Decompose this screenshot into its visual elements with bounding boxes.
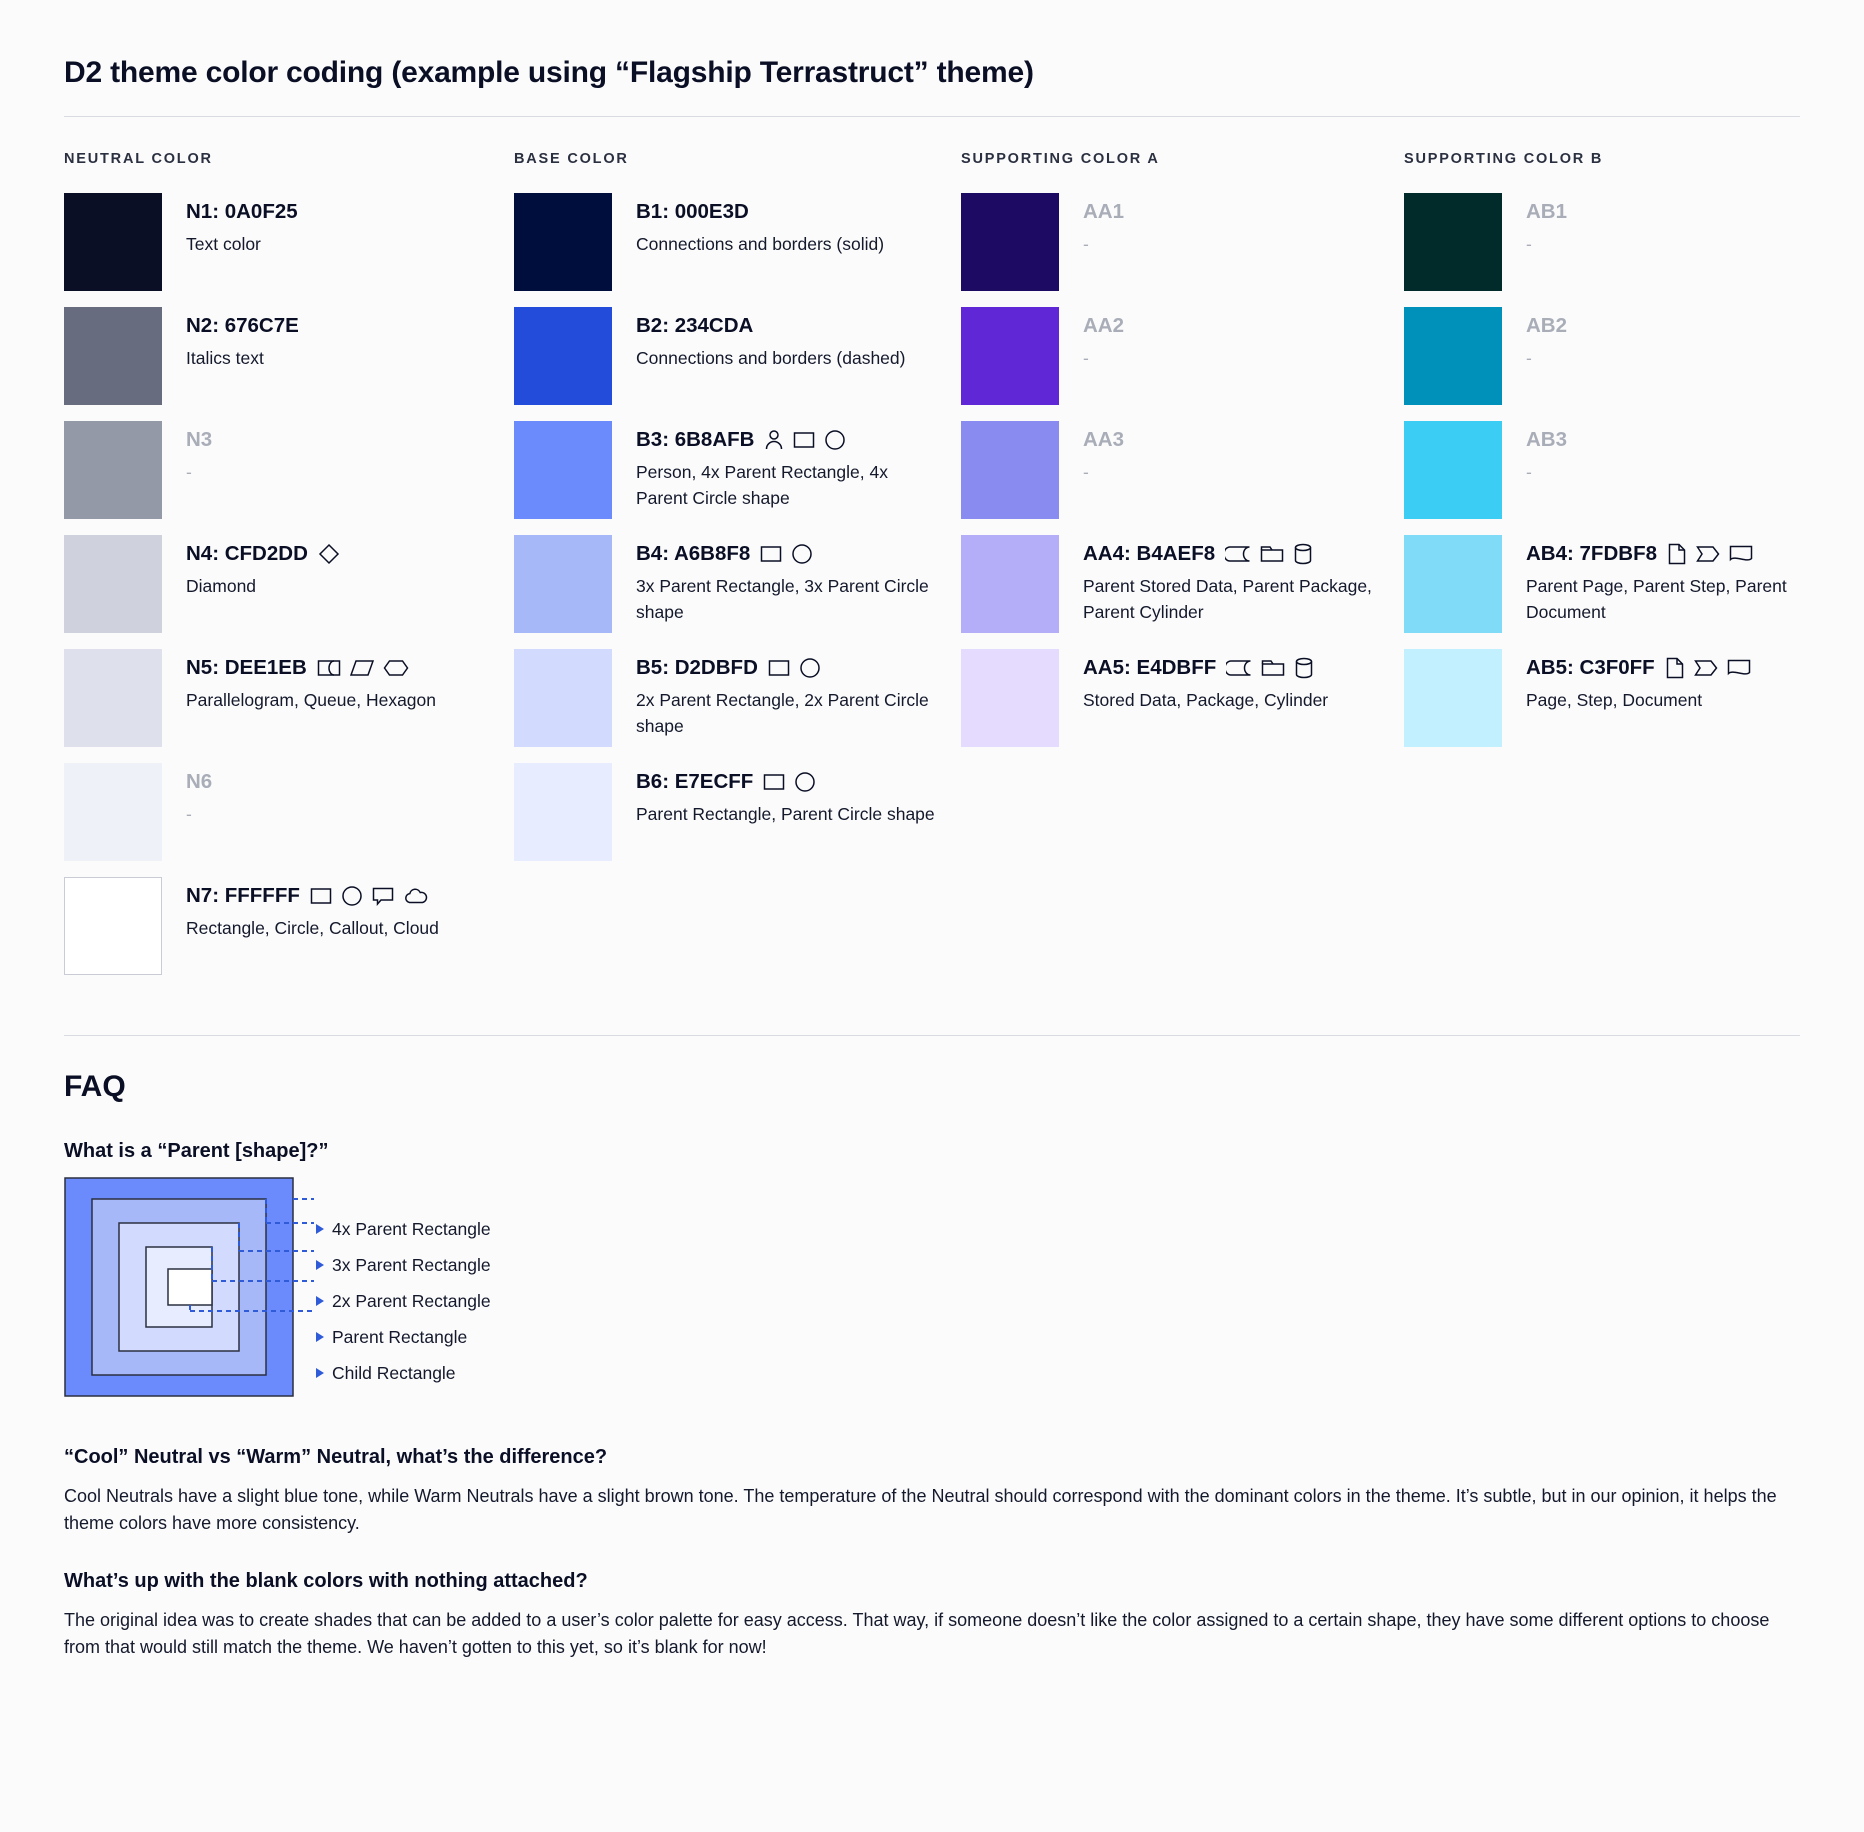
color-code-text: N7: FFFFFF — [186, 884, 300, 907]
color-row-text — [1059, 535, 1383, 625]
document-icon — [1727, 658, 1751, 678]
shape-icon-group — [317, 658, 409, 678]
column-rows — [961, 193, 1404, 747]
shape-icon-group — [1226, 657, 1314, 679]
nesting-svg — [64, 1177, 534, 1397]
document-icon — [1729, 544, 1753, 564]
faq-item-parent-shape — [64, 1140, 1800, 1402]
color-usage-description: Person, 4x Parent Rectangle, 4x Parent Circle shape — [636, 461, 888, 508]
package-icon — [1261, 658, 1285, 678]
color-code-label — [1083, 427, 1124, 453]
column-rows — [514, 193, 961, 861]
color-usage-description: - — [1526, 347, 1532, 368]
color-code-text: AB3 — [1526, 428, 1568, 451]
color-usage-description: Stored Data, Package, Cylinder — [1083, 689, 1329, 710]
cylinder-icon — [1294, 657, 1314, 679]
color-row-text — [612, 763, 935, 827]
color-swatch — [64, 877, 162, 975]
shape-icon-group — [1665, 657, 1751, 679]
color-swatch — [64, 649, 162, 747]
cloud-icon — [403, 886, 429, 906]
parallelogram-icon — [350, 658, 374, 678]
shape-icon-group — [310, 885, 429, 907]
color-usage-description: - — [1526, 233, 1532, 254]
color-row — [961, 307, 1404, 405]
color-usage-description: - — [1083, 347, 1089, 368]
color-usage-description: Parent Rectangle, Parent Circle shape — [636, 803, 935, 824]
color-swatch — [64, 193, 162, 291]
color-row — [1404, 535, 1824, 633]
color-row-text — [1059, 421, 1124, 485]
color-row — [514, 193, 961, 291]
legend-label: 3x Parent Rectangle — [332, 1254, 491, 1275]
color-code-text: AA5: E4DBFF — [1083, 656, 1217, 679]
color-row — [64, 421, 514, 519]
column-base-color — [514, 151, 961, 991]
color-code-text: N1: 0A0F25 — [186, 200, 298, 223]
color-code-label — [1526, 427, 1567, 453]
color-row — [1404, 649, 1824, 747]
color-usage-description: Connections and borders (dashed) — [636, 347, 906, 368]
color-code-label — [186, 655, 436, 681]
color-code-label — [636, 313, 905, 339]
color-code-text: N6 — [186, 770, 213, 793]
color-row — [514, 307, 961, 405]
color-usage-description: Text color — [186, 233, 261, 254]
color-row-text — [162, 307, 299, 371]
color-row — [64, 535, 514, 633]
color-row-text — [1502, 535, 1824, 625]
color-code-label — [1083, 199, 1124, 225]
faq-question: “Cool” Neutral vs “Warm” Neutral, what’s the difference? — [64, 1446, 608, 1468]
hexagon-icon — [383, 658, 409, 678]
rectangle-icon — [763, 772, 785, 792]
faq-heading: FAQ — [64, 1070, 126, 1103]
color-swatch — [961, 307, 1059, 405]
color-usage-description: - — [1083, 461, 1089, 482]
color-code-text: B6: E7ECFF — [636, 770, 754, 793]
color-code-text: B1: 000E3D — [636, 200, 749, 223]
page-icon — [1667, 543, 1687, 565]
color-swatch — [1404, 649, 1502, 747]
color-row-text — [612, 649, 936, 739]
color-swatch — [514, 535, 612, 633]
color-code-label — [636, 541, 936, 567]
color-code-text: AA1 — [1083, 200, 1125, 223]
color-code-text: B3: 6B8AFB — [636, 428, 755, 451]
color-swatch — [961, 649, 1059, 747]
color-usage-description: - — [186, 461, 192, 482]
color-usage-description: Connections and borders (solid) — [636, 233, 885, 254]
color-swatch — [514, 307, 612, 405]
color-code-text: AB1 — [1526, 200, 1568, 223]
color-row — [514, 421, 961, 519]
faq-item-blank-colors — [64, 1570, 1800, 1660]
shape-icon-group — [318, 543, 340, 565]
color-row-text — [1502, 421, 1567, 485]
color-usage-description: 3x Parent Rectangle, 3x Parent Circle shape — [636, 575, 929, 622]
color-code-text: AA4: B4AEF8 — [1083, 542, 1216, 565]
color-usage-description: - — [1083, 233, 1089, 254]
color-row — [64, 307, 514, 405]
color-usage-description: - — [186, 803, 192, 824]
faq-answer: The original idea was to create shades that can be added to a user’s color palette for easy access. That way, if someone doesn’t like the color assigned to a certain shape, they have some different options to choose from that would still match the theme. We haven’t gotten to this yet, so it’s blank for now! — [64, 1610, 1770, 1657]
color-code-label — [636, 769, 935, 795]
column-header: SUPPORTING COLOR B — [1404, 151, 1604, 167]
title-divider — [64, 116, 1800, 117]
package-icon — [1260, 544, 1284, 564]
color-usage-description: Parent Page, Parent Step, Parent Document — [1526, 575, 1787, 622]
color-code-text: N3 — [186, 428, 213, 451]
color-code-label — [1083, 313, 1124, 339]
color-row — [1404, 421, 1824, 519]
color-code-text: B4: A6B8F8 — [636, 542, 751, 565]
circle-icon — [794, 771, 816, 793]
faq-answer: Cool Neutrals have a slight blue tone, while Warm Neutrals have a slight brown tone. The temperature of the Neutral should correspond with the dominant colors in the theme. It’s subtle, but in our opinion, it helps the theme colors have more consistency. — [64, 1486, 1777, 1533]
color-swatch — [64, 763, 162, 861]
color-row-text — [162, 763, 212, 827]
color-swatch — [1404, 421, 1502, 519]
color-code-text: N2: 676C7E — [186, 314, 299, 337]
circle-icon — [824, 429, 846, 451]
column-header: NEUTRAL COLOR — [64, 151, 213, 167]
color-usage-description: Parallelogram, Queue, Hexagon — [186, 689, 437, 710]
circle-icon — [341, 885, 363, 907]
color-code-label — [186, 769, 212, 795]
legend-label: Child Rectangle — [332, 1362, 456, 1383]
color-code-label — [186, 313, 299, 339]
color-code-label — [186, 199, 298, 225]
color-row — [64, 649, 514, 747]
color-columns — [64, 151, 1800, 991]
legend-label: Parent Rectangle — [332, 1326, 468, 1347]
color-row — [64, 193, 514, 291]
shape-icon-group — [764, 429, 846, 451]
color-code-label — [1526, 199, 1567, 225]
color-swatch — [961, 193, 1059, 291]
color-code-text: AB4: 7FDBF8 — [1526, 542, 1657, 565]
nesting-diagram — [64, 1177, 534, 1402]
column-rows — [64, 193, 514, 975]
color-row-text — [162, 421, 212, 485]
color-row-text — [162, 649, 436, 713]
faq-item-cool-warm — [64, 1446, 1800, 1536]
color-code-label — [636, 655, 936, 681]
queue-icon — [317, 658, 341, 678]
color-row — [961, 193, 1404, 291]
color-row — [1404, 307, 1824, 405]
color-swatch — [64, 307, 162, 405]
color-row-text — [162, 193, 298, 257]
color-row — [961, 421, 1404, 519]
color-swatch — [961, 535, 1059, 633]
color-row-text — [1502, 193, 1567, 257]
circle-icon — [799, 657, 821, 679]
color-row-text — [1059, 307, 1124, 371]
color-code-text: N5: DEE1EB — [186, 656, 307, 679]
color-row-text — [1059, 193, 1124, 257]
color-code-text: N4: CFD2DD — [186, 542, 308, 565]
color-usage-description: Rectangle, Circle, Callout, Cloud — [186, 917, 439, 938]
color-code-label — [1526, 313, 1567, 339]
storeddata-icon — [1225, 544, 1251, 564]
color-swatch — [514, 193, 612, 291]
color-usage-description: Diamond — [186, 575, 257, 596]
color-swatch — [514, 763, 612, 861]
color-row — [64, 877, 514, 975]
color-swatch — [514, 421, 612, 519]
diamond-icon — [318, 543, 340, 565]
shape-icon-group — [760, 543, 813, 565]
color-code-text: AA3 — [1083, 428, 1125, 451]
color-row — [514, 763, 961, 861]
shape-icon-group — [768, 657, 821, 679]
color-row — [1404, 193, 1824, 291]
color-row — [514, 535, 961, 633]
color-row-text — [612, 193, 884, 257]
color-code-label — [636, 199, 884, 225]
faq-question: What’s up with the blank colors with nothing attached? — [64, 1570, 588, 1593]
color-code-label — [1526, 541, 1824, 567]
faq-divider — [64, 1035, 1800, 1036]
callout-icon — [372, 886, 394, 906]
color-row-text — [612, 307, 905, 371]
color-code-label — [1083, 655, 1328, 681]
color-row-text — [1502, 307, 1567, 371]
color-code-text: AB5: C3F0FF — [1526, 656, 1655, 679]
color-code-label — [1526, 655, 1751, 681]
color-row — [961, 649, 1404, 747]
rectangle-icon — [768, 658, 790, 678]
color-code-text: B5: D2DBFD — [636, 656, 758, 679]
shape-icon-group — [763, 771, 816, 793]
color-usage-description: Parent Stored Data, Parent Package, Parent Cylinder — [1083, 575, 1372, 622]
color-swatch — [64, 421, 162, 519]
rectangle-icon — [310, 886, 332, 906]
color-swatch — [1404, 535, 1502, 633]
shape-icon-group — [1225, 543, 1313, 565]
color-code-label — [1083, 541, 1383, 567]
color-row — [514, 649, 961, 747]
color-swatch — [64, 535, 162, 633]
column-rows — [1404, 193, 1824, 747]
color-usage-description: Italics text — [186, 347, 264, 368]
person-icon — [764, 429, 784, 451]
legend-label: 4x Parent Rectangle — [332, 1218, 491, 1239]
color-swatch — [961, 421, 1059, 519]
color-row-text — [162, 877, 439, 941]
cylinder-icon — [1293, 543, 1313, 565]
column-supporting-color-a — [961, 151, 1404, 991]
color-usage-description: Page, Step, Document — [1526, 689, 1703, 710]
step-icon — [1696, 544, 1720, 564]
rectangle-icon — [760, 544, 782, 564]
color-swatch — [514, 649, 612, 747]
color-code-label — [186, 427, 212, 453]
column-header: SUPPORTING COLOR A — [961, 151, 1160, 167]
column-supporting-color-b — [1404, 151, 1824, 991]
color-code-label — [186, 883, 439, 909]
storeddata-icon — [1226, 658, 1252, 678]
column-neutral-color — [64, 151, 514, 991]
color-usage-description: - — [1526, 461, 1532, 482]
color-row-text — [612, 421, 936, 511]
color-swatch — [1404, 193, 1502, 291]
legend-label: 2x Parent Rectangle — [332, 1290, 491, 1311]
nesting-diagram-wrap — [64, 1177, 1800, 1402]
color-swatch — [1404, 307, 1502, 405]
color-code-text: B2: 234CDA — [636, 314, 754, 337]
color-row-text — [1059, 649, 1328, 713]
page-icon — [1665, 657, 1685, 679]
step-icon — [1694, 658, 1718, 678]
color-row-text — [612, 535, 936, 625]
faq-question: What is a “Parent [shape]?” — [64, 1140, 329, 1162]
color-code-text: AA2 — [1083, 314, 1125, 337]
color-usage-description: 2x Parent Rectangle, 2x Parent Circle shape — [636, 689, 929, 736]
rectangle-icon — [793, 430, 815, 450]
color-code-label — [636, 427, 936, 453]
color-code-text: AB2 — [1526, 314, 1568, 337]
column-header: BASE COLOR — [514, 151, 629, 167]
color-row-text — [162, 535, 340, 599]
color-row — [64, 763, 514, 861]
page-title: D2 theme color coding (example using “Flagship Terrastruct” theme) — [64, 56, 1034, 89]
circle-icon — [791, 543, 813, 565]
color-code-label — [186, 541, 340, 567]
shape-icon-group — [1667, 543, 1753, 565]
color-row — [961, 535, 1404, 633]
color-row-text — [1502, 649, 1751, 713]
